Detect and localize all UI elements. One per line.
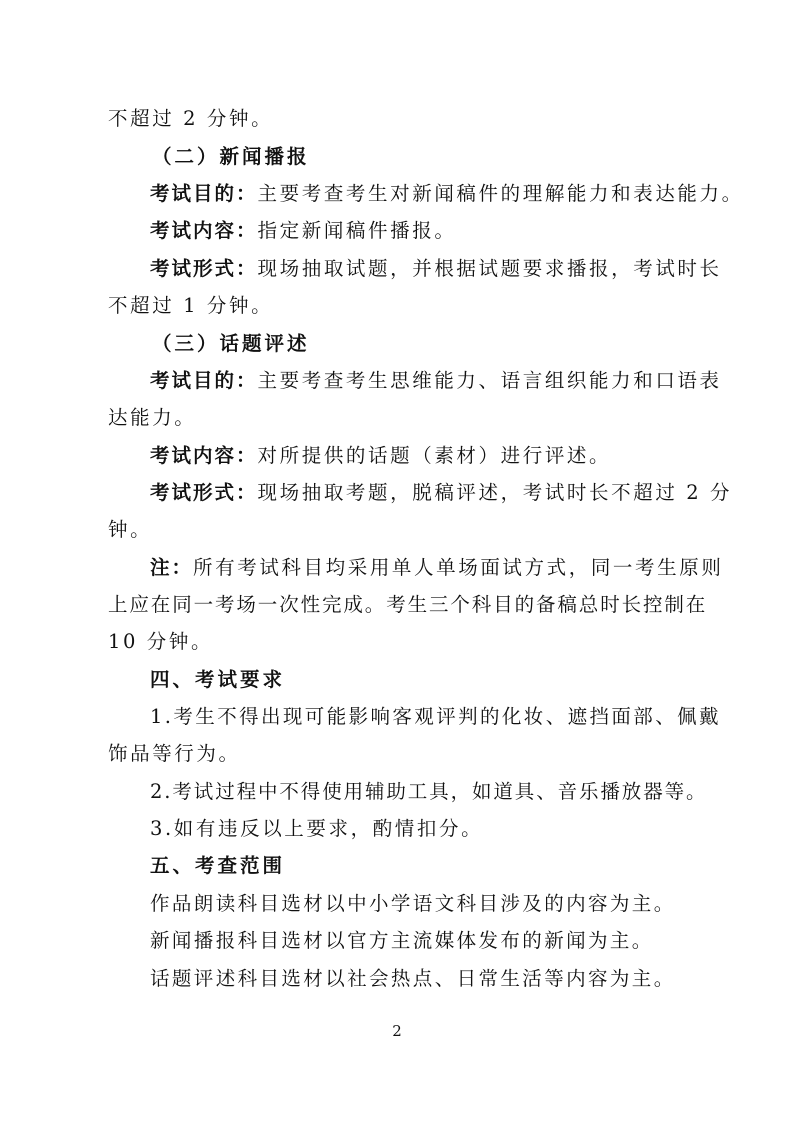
section-heading-requirements: 四、考试要求: [150, 668, 286, 691]
paragraph-line: 作品朗读科目选材以中小学语文科目涉及的内容为主。: [150, 892, 676, 915]
label-exam-format: 考试形式：: [150, 257, 258, 280]
paragraph-text: 现场抽取试题，并根据试题要求播报，考试时长: [257, 257, 722, 280]
paragraph-line: [0, 181, 794, 207]
paragraph-line: 不超过 1 分钟。: [108, 294, 274, 317]
label-exam-content: 考试内容：: [150, 219, 258, 242]
paragraph-text: 现场抽取考题，脱稿评述，考试时长不超过 2 分: [257, 481, 733, 504]
label-exam-content: 考试内容：: [150, 444, 258, 467]
label-exam-format: 考试形式：: [150, 481, 258, 504]
label-note: 注：: [150, 556, 194, 579]
section-heading-scope: 五、考查范围: [150, 854, 286, 877]
list-item: 2.考试过程中不得使用辅助工具，如道具、音乐播放器等。: [150, 780, 708, 803]
paragraph-line: [0, 480, 794, 506]
paragraph-line: 10 分钟。: [108, 630, 214, 653]
section-heading-topic: （三）话题评述: [152, 332, 310, 355]
paragraph-line: [0, 368, 794, 394]
paragraph-line: [0, 555, 794, 581]
paragraph-text: 主要考查考生对新闻稿件的理解能力和表达能力。: [257, 182, 744, 205]
paragraph-line: 不超过 2 分钟。: [108, 107, 274, 130]
paragraph-text: 对所提供的话题（素材）进行评述。: [257, 444, 612, 467]
paragraph-text: 指定新闻稿件播报。: [257, 219, 457, 242]
section-heading-news: （二）新闻播报: [152, 145, 310, 168]
paragraph-line: 上应在同一考场一次性完成。考生三个科目的备稿总时长控制在: [108, 593, 708, 616]
paragraph-line: [0, 443, 794, 469]
list-item: 3.如有违反以上要求，酌情扣分。: [150, 817, 484, 840]
list-item: 1.考生不得出现可能影响客观评判的化妆、遮挡面部、佩戴: [150, 705, 721, 728]
paragraph-line: 钟。: [108, 518, 153, 541]
paragraph-line: 新闻播报科目选材以官方主流媒体发布的新闻为主。: [150, 929, 654, 952]
paragraph-text: 所有考试科目均采用单人单场面试方式，同一考生原则: [193, 556, 724, 579]
label-exam-purpose: 考试目的：: [150, 369, 258, 392]
page-number: 2: [392, 1022, 402, 1040]
paragraph-line: [0, 256, 794, 282]
paragraph-line: [0, 218, 794, 244]
paragraph-text: 主要考查考生思维能力、语言组织能力和口语表: [257, 369, 722, 392]
label-exam-purpose: 考试目的：: [150, 182, 258, 205]
paragraph-line: 达能力。: [108, 406, 197, 429]
paragraph-line: 饰品等行为。: [108, 742, 241, 765]
paragraph-line: 话题评述科目选材以社会热点、日常生活等内容为主。: [150, 967, 676, 990]
